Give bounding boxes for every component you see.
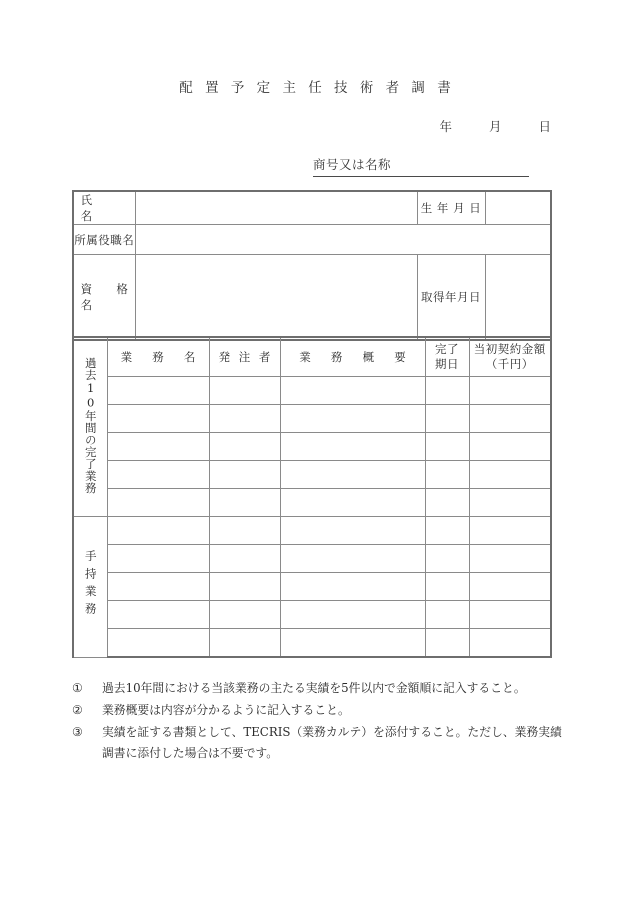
cell-completion-date[interactable] — [425, 545, 469, 573]
cell-summary[interactable] — [280, 405, 425, 433]
column-header-work-name-text: 業 務 名 — [120, 349, 196, 364]
table-row — [73, 489, 551, 517]
table-row — [73, 461, 551, 489]
cell-contract-amount[interactable] — [469, 545, 551, 573]
cell-work-name[interactable] — [107, 601, 209, 629]
cell-client[interactable] — [209, 573, 280, 601]
cell-contract-amount[interactable] — [469, 461, 551, 489]
note-item — [72, 700, 572, 722]
birthdate-value-cell[interactable] — [485, 191, 551, 225]
table-row — [73, 255, 551, 341]
note-item — [72, 678, 572, 700]
birthdate-label: 生 年 月 日 — [420, 201, 482, 215]
cell-client[interactable] — [209, 545, 280, 573]
cell-summary[interactable] — [280, 461, 425, 489]
column-header-summary — [280, 337, 425, 377]
cell-client[interactable] — [209, 461, 280, 489]
cell-work-name[interactable] — [107, 517, 209, 545]
cell-summary[interactable] — [280, 489, 425, 517]
cell-client[interactable] — [209, 601, 280, 629]
cell-client[interactable] — [209, 517, 280, 545]
cell-client[interactable] — [209, 489, 280, 517]
notes-list — [72, 678, 572, 765]
acquisition-date-label: 取得年月日 — [421, 290, 481, 304]
acquisition-date-value-cell[interactable] — [485, 255, 551, 341]
table-row — [73, 601, 551, 629]
cell-summary[interactable] — [280, 601, 425, 629]
table-row — [73, 517, 551, 545]
cell-work-name[interactable] — [107, 573, 209, 601]
cell-contract-amount[interactable] — [469, 433, 551, 461]
table-row — [73, 629, 551, 658]
note-text: 業務概要は内容が分かるように記入すること。 — [102, 702, 350, 717]
date-line — [440, 117, 552, 135]
note-marker: ③ — [72, 724, 83, 739]
column-header-completion-line2: 期日 — [435, 357, 459, 371]
column-header-completion-date — [425, 337, 469, 377]
cell-summary[interactable] — [280, 377, 425, 405]
column-header-work-name — [107, 337, 209, 377]
cell-client[interactable] — [209, 405, 280, 433]
company-name-label: 商号又は名称 — [313, 155, 529, 177]
page-title: 配 置 予 定 主 任 技 術 者 調 書 — [179, 80, 455, 96]
current-works-section-label: 手持業務 — [83, 550, 98, 621]
cell-completion-date[interactable] — [425, 405, 469, 433]
cell-work-name[interactable] — [107, 405, 209, 433]
acquisition-date-label-cell — [417, 255, 485, 341]
table-row — [73, 405, 551, 433]
cell-client[interactable] — [209, 377, 280, 405]
cell-client[interactable] — [209, 629, 280, 658]
table-row — [73, 433, 551, 461]
cell-summary[interactable] — [280, 545, 425, 573]
note-marker: ① — [72, 681, 83, 695]
date-day-label: 日 — [538, 119, 552, 134]
note-text: 実績を証する書類として、TECRIS（業務カルテ）を添付すること。ただし、業務実績調書に添付した場合は不要です。 — [102, 724, 562, 761]
column-header-amount-line2: （千円） — [485, 357, 534, 371]
name-label: 氏 名 — [80, 193, 127, 223]
cell-contract-amount[interactable] — [469, 517, 551, 545]
works-table — [72, 336, 552, 658]
column-header-client — [209, 337, 280, 377]
birthdate-label-cell — [417, 191, 485, 225]
column-header-summary-text: 業 務 概 要 — [299, 349, 406, 364]
note-item — [72, 722, 572, 766]
date-year-label: 年 — [439, 119, 454, 134]
table-row — [73, 377, 551, 405]
cell-summary[interactable] — [280, 517, 425, 545]
identity-table — [72, 190, 552, 341]
position-label: 所属役職名 — [74, 232, 135, 247]
cell-work-name[interactable] — [107, 545, 209, 573]
cell-summary[interactable] — [280, 573, 425, 601]
cell-summary[interactable] — [280, 433, 425, 461]
column-header-completion-line1: 完了 — [435, 342, 459, 357]
column-header-contract-amount — [469, 337, 551, 377]
cell-work-name[interactable] — [107, 433, 209, 461]
cell-completion-date[interactable] — [425, 433, 469, 461]
past-works-section-label: 過去10年間の完了業務 — [83, 357, 98, 494]
cell-contract-amount[interactable] — [469, 377, 551, 405]
cell-contract-amount[interactable] — [469, 405, 551, 433]
cell-summary[interactable] — [280, 629, 425, 658]
column-header-client-text: 発 注 者 — [218, 349, 271, 364]
cell-completion-date[interactable] — [425, 601, 469, 629]
cell-contract-amount[interactable] — [469, 489, 551, 517]
date-month-label: 月 — [489, 119, 503, 134]
cell-contract-amount[interactable] — [469, 601, 551, 629]
table-row — [73, 573, 551, 601]
current-works-section-label-cell — [73, 517, 107, 658]
table-row — [73, 191, 551, 225]
cell-completion-date[interactable] — [425, 517, 469, 545]
cell-work-name[interactable] — [107, 489, 209, 517]
works-header-row — [73, 337, 551, 377]
cell-client[interactable] — [209, 433, 280, 461]
cell-completion-date[interactable] — [425, 573, 469, 601]
qualification-value-cell[interactable] — [135, 255, 417, 341]
cell-work-name[interactable] — [107, 461, 209, 489]
note-text: 過去10年間における当該業務の主たる実績を5件以内で金額順に記入すること。 — [102, 681, 526, 695]
table-row — [73, 545, 551, 573]
column-header-amount-line1: 当初契約金額 — [473, 342, 546, 357]
cell-completion-date[interactable] — [425, 461, 469, 489]
cell-completion-date[interactable] — [425, 629, 469, 658]
qualification-label: 資 格 名 — [80, 282, 140, 312]
note-marker: ② — [72, 702, 83, 717]
cell-contract-amount[interactable] — [469, 573, 551, 601]
position-label-cell — [73, 225, 135, 255]
cell-work-name[interactable] — [107, 377, 209, 405]
qualification-label-cell — [73, 255, 140, 341]
table-row — [73, 225, 551, 255]
past-works-section-label-cell — [73, 337, 107, 517]
cell-work-name[interactable] — [107, 629, 209, 658]
position-value-cell[interactable] — [135, 225, 551, 255]
cell-completion-date[interactable] — [425, 377, 469, 405]
cell-contract-amount[interactable] — [469, 629, 551, 658]
name-value-cell[interactable] — [135, 191, 417, 225]
name-label-cell — [73, 191, 135, 225]
cell-completion-date[interactable] — [425, 489, 469, 517]
